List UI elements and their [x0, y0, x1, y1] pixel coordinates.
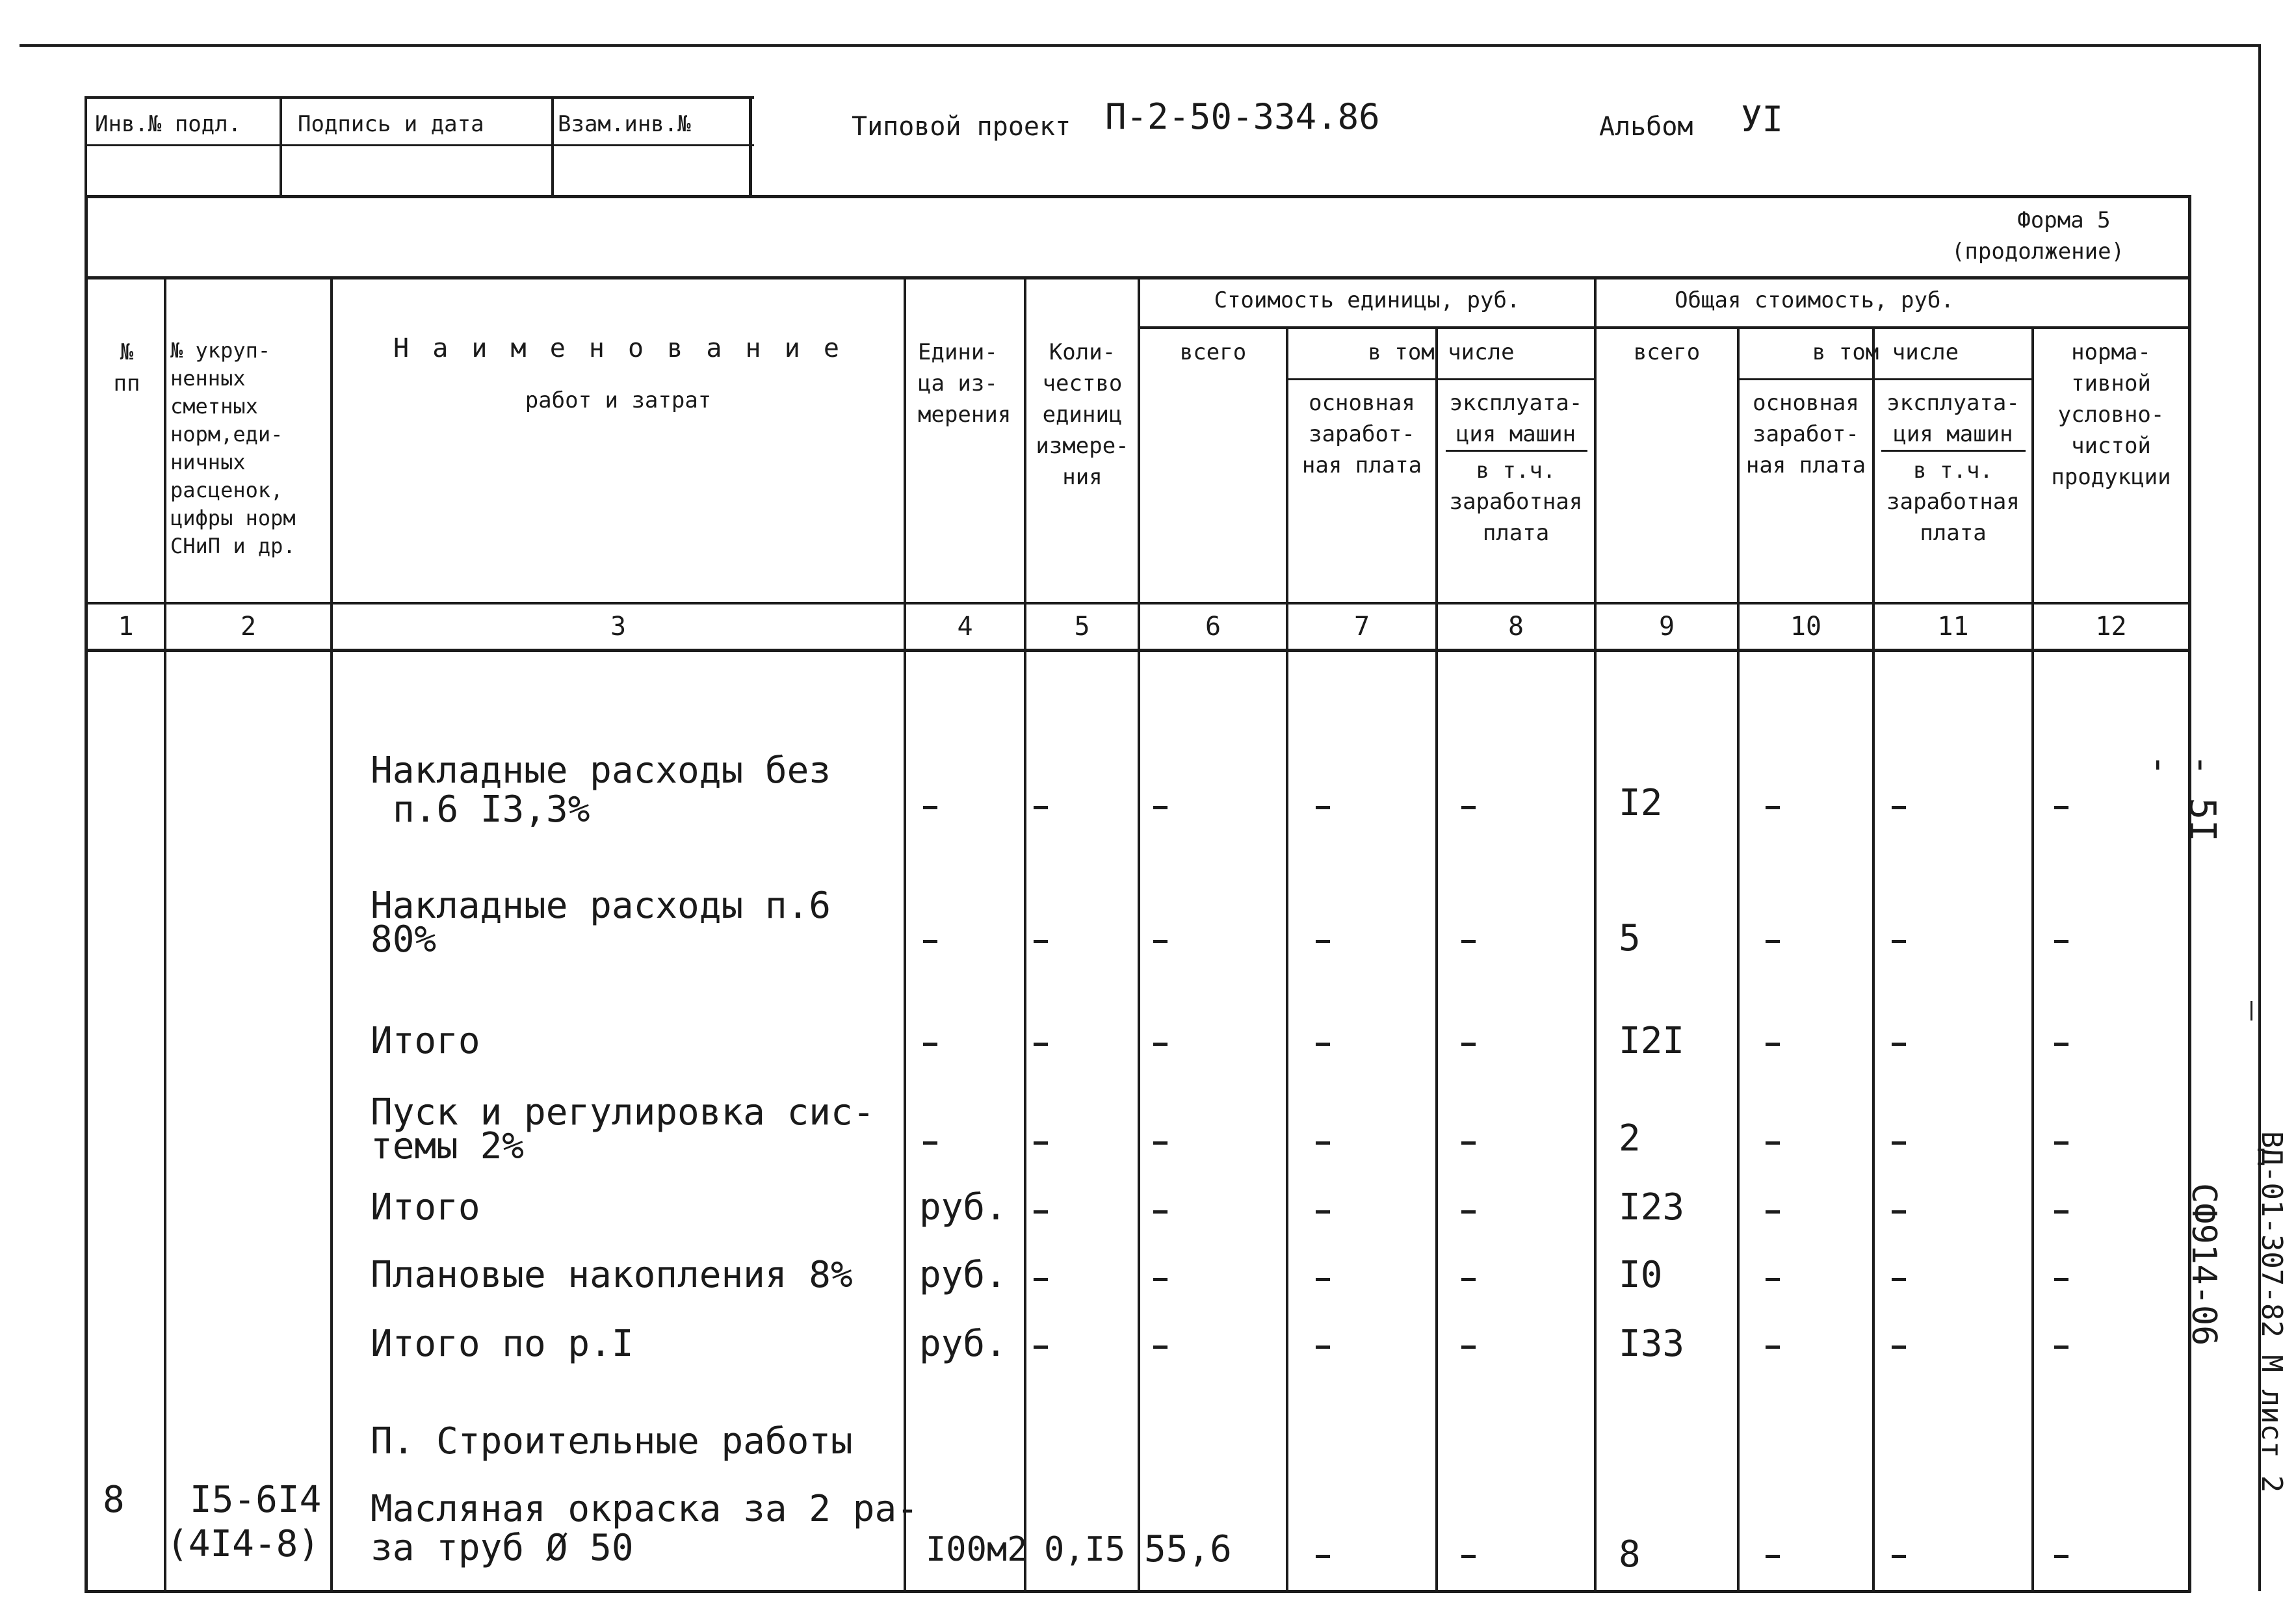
dash-marker — [923, 1141, 937, 1145]
row4-name-line2: темы 2% — [371, 1125, 525, 1167]
row7-name: Итого по р.I — [371, 1323, 634, 1365]
section-heading: П. Строительные работы — [371, 1420, 853, 1462]
dash-marker — [2054, 940, 2068, 943]
dash-marker — [1766, 1043, 1780, 1046]
dash-marker — [1153, 1346, 1168, 1349]
row1-name-line1: Накладные расходы без — [371, 749, 831, 792]
header-unit-cost: Стоимость единицы, руб. — [1214, 287, 1520, 313]
dash-marker — [1316, 940, 1330, 943]
dash-marker — [923, 806, 937, 809]
row8-code-line1: I5-6I4 — [190, 1479, 322, 1521]
sheet-label: ВД-01-307-82 М лист 2 — [2255, 1131, 2288, 1493]
header-osn: основная заработ- ная плата — [1301, 390, 1422, 478]
dash-marker — [1316, 1210, 1330, 1214]
dash-marker — [2054, 1141, 2068, 1145]
colnum-3: 3 — [610, 612, 627, 642]
colnum-4: 4 — [957, 612, 973, 642]
dash-marker — [1034, 1141, 1048, 1145]
dash-marker — [1892, 1346, 1906, 1349]
dash-marker — [1766, 1210, 1780, 1214]
colnum-7: 7 — [1353, 612, 1370, 642]
colnum-1: 1 — [118, 612, 134, 642]
colnum-10: 10 — [1790, 612, 1822, 642]
row2-name-line2: 80% — [371, 918, 437, 961]
sign-label: Подпись и дата — [298, 111, 484, 137]
dash-marker — [1316, 1043, 1330, 1046]
dash-marker — [1766, 1555, 1780, 1558]
header-col3-top: Н а и м е н о в а н и е — [393, 333, 843, 363]
row8-num: 8 — [103, 1479, 125, 1521]
header-col1: № пп — [113, 339, 140, 396]
header-col2: № укруп- ненных сметных норм,еди- ничных расценок, цифры норм СНиП и др. — [170, 338, 296, 558]
dash-marker — [1153, 806, 1168, 809]
dash-marker — [1316, 1346, 1330, 1349]
dash-marker — [1892, 1278, 1906, 1281]
dash-marker — [1034, 1043, 1048, 1046]
dash-marker — [923, 1043, 937, 1046]
dash-marker — [1766, 1346, 1780, 1349]
dash-marker — [1153, 940, 1168, 943]
vzam-label: Взам.инв.№ — [558, 111, 691, 137]
dash-marker — [2054, 806, 2068, 809]
dash-marker — [1461, 1141, 1476, 1145]
project-code: П-2-50-334.86 — [1105, 96, 1380, 137]
dash-marker — [1461, 806, 1476, 809]
colnum-9: 9 — [1658, 612, 1675, 642]
colnum-2: 2 — [240, 612, 257, 642]
colnum-11: 11 — [1937, 612, 1969, 642]
drawing-code: СФ914-06 — [2184, 1183, 2223, 1346]
dash-marker — [1316, 806, 1330, 809]
colnum-5: 5 — [1074, 612, 1090, 642]
page-number: - 5I - — [2139, 754, 2223, 842]
dash-marker — [2054, 1346, 2068, 1349]
dash-marker — [1766, 940, 1780, 943]
header-vtch2: в т.ч. заработная плата — [1886, 458, 2020, 546]
row8-unit: I00м2 — [926, 1530, 1028, 1569]
dash-marker — [1153, 1043, 1168, 1046]
dash-marker — [1892, 1141, 1906, 1145]
dash-marker — [1766, 1278, 1780, 1281]
header-expl2: эксплуата- ция машин — [1886, 390, 2020, 447]
dash-marker — [1034, 1346, 1048, 1349]
inv-label: Инв.№ подл. — [95, 111, 242, 137]
colnum-6: 6 — [1205, 612, 1221, 642]
dash-marker — [1316, 1141, 1330, 1145]
row1-total: I2 — [1619, 782, 1663, 824]
form-subtitle: (продолжение) — [1951, 239, 2125, 265]
dash-marker — [1153, 1278, 1168, 1281]
colnum-12: 12 — [2095, 612, 2127, 642]
dash-marker — [1892, 1043, 1906, 1046]
header-expl: эксплуата- ция машин — [1449, 390, 1583, 447]
row2-name-line1: Накладные расходы п.6 — [371, 885, 831, 927]
row1-name-line2: п.6 I3,3% — [393, 788, 590, 831]
header-vsego: всего — [1179, 339, 1247, 365]
header-total-cost: Общая стоимость, руб. — [1675, 287, 1954, 313]
dash-marker — [1034, 1278, 1048, 1281]
row3-name: Итого — [371, 1020, 480, 1062]
header-col3-bottom: работ и затрат — [525, 387, 712, 413]
dash-marker — [1034, 940, 1048, 943]
row5-total: I23 — [1619, 1186, 1685, 1228]
dash-marker — [1461, 1210, 1476, 1214]
header-col4: Едини- ца из- мерения — [918, 339, 1011, 428]
row8-qty: 0,I5 — [1044, 1530, 1126, 1569]
dash-marker — [1461, 1555, 1476, 1558]
dash-marker — [1034, 806, 1048, 809]
row2-total: 5 — [1619, 917, 1641, 959]
dash-marker — [1892, 1210, 1906, 1214]
form-title: Форма 5 — [2017, 207, 2111, 233]
row7-total: I33 — [1619, 1323, 1685, 1365]
dash-marker — [2054, 1043, 2068, 1046]
header-vtch: в т.ч. заработная плата — [1449, 458, 1583, 546]
row8-total: 8 — [1619, 1533, 1641, 1576]
dash-marker — [1892, 806, 1906, 809]
row5-unit: руб. — [919, 1186, 1007, 1228]
dash-marker — [1892, 940, 1906, 943]
album-value: УI — [1741, 99, 1784, 140]
row8-name-line2: за труб Ø 50 — [371, 1527, 634, 1569]
dash-marker — [1153, 1141, 1168, 1145]
dash-marker — [923, 940, 937, 943]
colnum-8: 8 — [1507, 612, 1524, 642]
dash-marker — [1461, 940, 1476, 943]
row3-total: I2I — [1619, 1020, 1685, 1062]
header-vtom2: в том числе — [1812, 339, 1959, 365]
dash-marker — [1461, 1278, 1476, 1281]
row6-unit: руб. — [919, 1254, 1007, 1296]
project-label: Типовой проект — [852, 112, 1071, 142]
album-label: Альбом — [1599, 112, 1693, 142]
dash-marker — [1316, 1278, 1330, 1281]
header-osn2: основная заработ- ная плата — [1745, 390, 1866, 478]
header-norm: норма- тивной условно- чистой продукции — [2051, 339, 2171, 490]
dash-marker — [1153, 1210, 1168, 1214]
row6-total: I0 — [1619, 1254, 1663, 1296]
dash-marker — [1461, 1043, 1476, 1046]
dash-marker — [1316, 1555, 1330, 1558]
row4-name-line1: Пуск и регулировка сис- — [371, 1091, 875, 1134]
dash-marker — [1766, 806, 1780, 809]
dash-marker — [2054, 1555, 2068, 1558]
row5-name: Итого — [371, 1186, 480, 1228]
header-vsego2: всего — [1633, 339, 1701, 365]
row4-total: 2 — [1619, 1117, 1641, 1160]
header-vtom: в том числе — [1368, 339, 1515, 365]
row6-name: Плановые накопления 8% — [371, 1254, 853, 1296]
dash-marker — [1766, 1141, 1780, 1145]
dash-marker — [1034, 1210, 1048, 1214]
row8-price: 55,6 — [1144, 1528, 1232, 1570]
row8-code-line2: (4I4-8) — [166, 1523, 320, 1565]
row8-name-line1: Масляная окраска за 2 ра- — [371, 1488, 919, 1530]
dash-marker — [1461, 1346, 1476, 1349]
dash-marker — [2054, 1278, 2068, 1281]
row7-unit: руб. — [919, 1323, 1007, 1365]
header-col5: Коли- чество единиц измере- ния — [1036, 339, 1129, 490]
dash-marker — [1892, 1555, 1906, 1558]
dash-marker — [2054, 1210, 2068, 1214]
